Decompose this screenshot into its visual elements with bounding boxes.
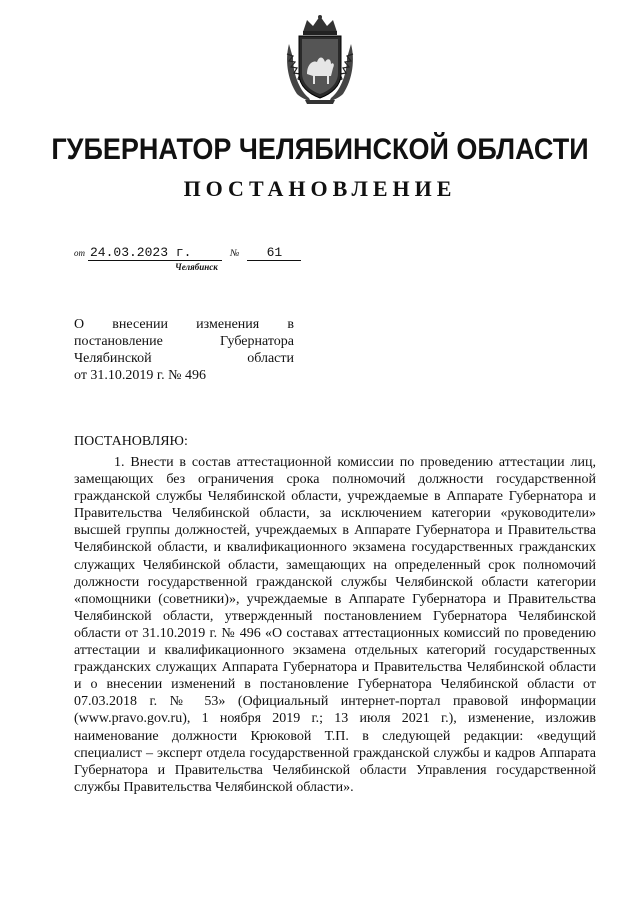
- subject-line: О внесении изменения в: [74, 317, 294, 332]
- subject-line: от 31.10.2019 г. № 496: [74, 368, 206, 383]
- decree-heading: ПОСТАНОВЛЯЮ:: [74, 434, 188, 449]
- document-date: 24.03.2023 г.: [88, 246, 222, 261]
- date-prefix: от: [74, 248, 85, 258]
- subject-block: [74, 316, 294, 384]
- subject-line: Челябинской области: [74, 351, 294, 366]
- document-type-heading: ПОСТАНОВЛЕНИЕ: [183, 176, 457, 201]
- coat-of-arms-emblem: [283, 14, 357, 106]
- subject-line: постановление Губернатора: [74, 334, 294, 349]
- issuer-title: ГУБЕРНАТОР ЧЕЛЯБИНСКОЙ ОБЛАСТИ: [51, 133, 589, 166]
- issue-city: Челябинск: [175, 262, 218, 272]
- paragraph-1: 1. Внести в состав аттестационной комиссии по проведению аттестации лиц, замещающих без ограничения срока полномочий должности государственной гражданской службы Челябинской области, учреждаемые в Аппарате Губернатора и Правительства Челябинской области, за исключением категории «руководители» высшей группы должностей, учреждаемых в Аппарате Губернатора и Правительства Челябинской области, и квалификационного экзамена государственных гражданских служащих Челябинской области, замещающих на определенный срок полномочий должности государственной гражданской службы Челябинской области категории «помощники (советники)», учреждаемые в Аппарате Губернатора и Правительства Челябинской области, утвержденный постановлением Губернатора Челябинской области от 31.10.2019 г. № 496 «О составах аттестационных комиссий по проведению аттестации и квалификационного экзамена отдельных категорий государственных гражданских служащих Аппарата Губернатора и Правительства Челябинской области и о внесении изменений в постановление Губернатора Челябинской области от 07.03.2018 г. № 53» (Официальный интернет-портал правовой информации (www.pravo.gov.ru), 1 ноября 2019 г.; 13 июля 2021 г.), изменение, изложив наименование должности Крюковой Т.П. в следующей редакции: «ведущий специалист – эксперт отдела государственной гражданской службы и кадров Аппарата Губернатора и Правительства Челябинской области Управления государственной службы Правительства Челябинской области».: [74, 455, 596, 795]
- decree-body: [74, 454, 596, 796]
- number-prefix: №: [230, 248, 240, 259]
- document-number: 61: [247, 246, 301, 261]
- document-meta: [74, 246, 301, 261]
